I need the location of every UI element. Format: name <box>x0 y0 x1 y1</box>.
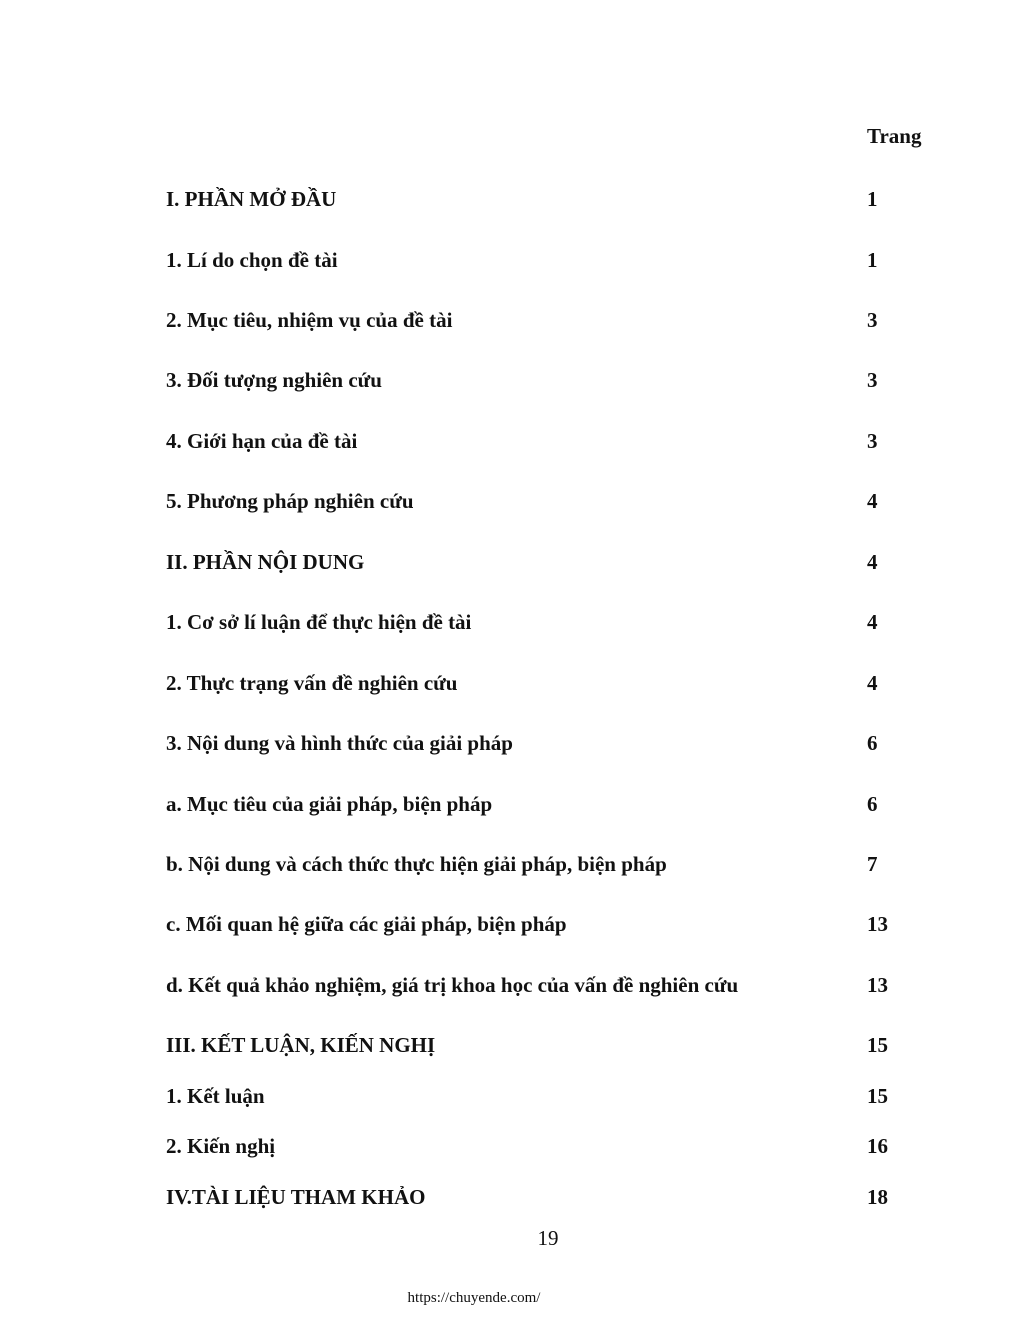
toc-entry-title: 1. Cơ sở lí luận để thực hiện đề tài <box>166 610 472 634</box>
toc-entry-title: 4. Giới hạn của đề tài <box>166 429 358 453</box>
toc-entry <box>166 487 926 515</box>
toc-entry-title: I. PHẦN MỞ ĐẦU <box>166 187 337 211</box>
toc-entry <box>166 971 926 999</box>
page-number: 19 <box>537 1226 559 1250</box>
toc-entry-page: 15 <box>867 1033 888 1057</box>
toc-entry-page: 15 <box>867 1084 888 1108</box>
toc-entry <box>166 306 926 334</box>
toc-entry <box>166 729 926 757</box>
toc-entry-title: 2. Thực trạng vấn đề nghiên cứu <box>166 671 458 695</box>
toc-entry-page: 4 <box>867 550 878 574</box>
toc-entry-page: 4 <box>867 489 878 513</box>
toc-entry-title: 1. Lí do chọn đề tài <box>166 248 338 272</box>
toc-entry-title: d. Kết quả khảo nghiệm, giá trị khoa học của vấn đề nghiên cứu <box>166 973 739 997</box>
toc-entry-title: II. PHẦN NỘI DUNG <box>166 550 365 574</box>
toc-entry-title: III. KẾT LUẬN, KIẾN NGHỊ <box>166 1033 436 1057</box>
toc-entry-page: 1 <box>867 248 878 272</box>
toc-entry-title: b. Nội dung và cách thức thực hiện giải pháp, biện pháp <box>166 852 667 876</box>
toc-entry-title: 2. Kiến nghị <box>166 1134 276 1158</box>
toc-entry <box>166 366 926 394</box>
toc-entry <box>166 790 926 818</box>
toc-entry <box>166 1183 926 1211</box>
toc-entry-title: c. Mối quan hệ giữa các giải pháp, biện pháp <box>166 912 567 936</box>
page-column-header: Trang <box>867 124 922 148</box>
toc-entry-page: 16 <box>867 1134 888 1158</box>
toc-entry-page: 6 <box>867 731 878 755</box>
toc-entry-title: 5. Phương pháp nghiên cứu <box>166 489 414 513</box>
toc-entry <box>166 246 926 274</box>
toc-entry-title: 1. Kết luận <box>166 1084 265 1108</box>
toc-entry <box>166 850 926 878</box>
toc-entry-page: 3 <box>867 308 878 332</box>
toc-entry <box>166 910 926 938</box>
toc-entry <box>166 185 926 213</box>
toc-entry-page: 1 <box>867 187 878 211</box>
toc-entry-page: 13 <box>867 973 888 997</box>
toc-entry-page: 3 <box>867 368 878 392</box>
toc-entry-page: 4 <box>867 610 878 634</box>
toc-entry <box>166 1082 926 1110</box>
toc-entry <box>166 548 926 576</box>
toc-entry <box>166 608 926 636</box>
toc-entry-page: 13 <box>867 912 888 936</box>
toc-entry-title: 3. Nội dung và hình thức của giải pháp <box>166 731 513 755</box>
toc-entry-title: IV.TÀI LIỆU THAM KHẢO <box>166 1185 426 1209</box>
toc-entry <box>166 669 926 697</box>
toc-entry-page: 18 <box>867 1185 888 1209</box>
footer-url: https://chuyende.com/ <box>407 1290 541 1306</box>
toc-entry <box>166 427 926 455</box>
toc-entry-page: 7 <box>867 852 878 876</box>
toc-entry-title: 3. Đối tượng nghiên cứu <box>166 368 382 392</box>
toc-entry-page: 4 <box>867 671 878 695</box>
toc-entry <box>166 1132 926 1160</box>
toc-entry-page: 6 <box>867 792 878 816</box>
toc-entry-page: 3 <box>867 429 878 453</box>
toc-entry-title: 2. Mục tiêu, nhiệm vụ của đề tài <box>166 308 453 332</box>
toc-entry <box>166 1031 926 1059</box>
toc-entry-title: a. Mục tiêu của giải pháp, biện pháp <box>166 792 493 816</box>
